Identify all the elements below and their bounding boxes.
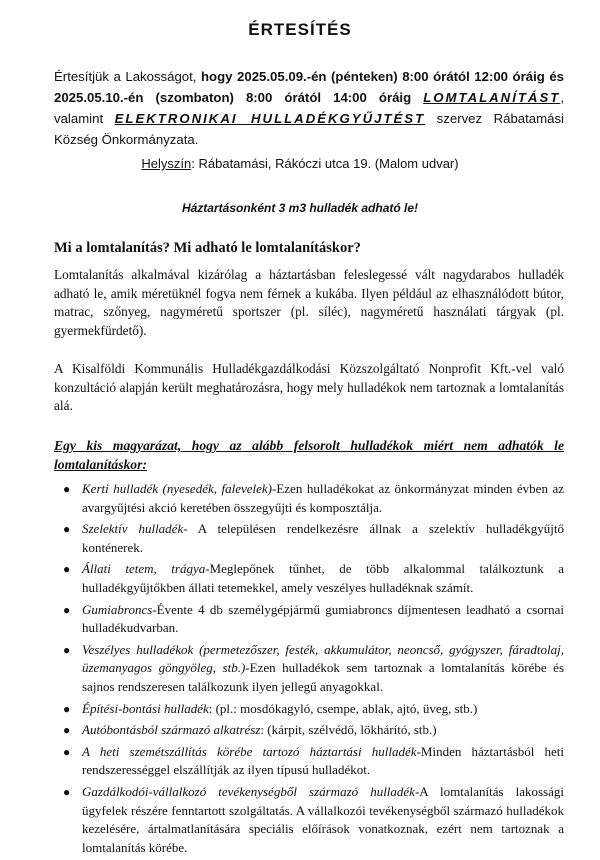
list-item <box>54 721 564 740</box>
bullet-icon: ● <box>63 602 71 617</box>
item-term: Gumiabroncs <box>82 601 153 617</box>
item-term: Autóbontásból származó alkatrész <box>82 722 261 738</box>
list-item <box>54 601 564 638</box>
intro-electronic-waste: ELEKTRONIKAI HULLADÉKGYŰJTÉST <box>114 111 426 126</box>
item-text: -Ezen hulladékokat az önkormányzat minden évben az avargyűjtési akció keretében összegyűjti és komposztálja. <box>82 481 564 515</box>
intro-space <box>411 90 423 105</box>
item-term: Szelektív hulladék <box>82 521 184 537</box>
definition-paragraph: Lomtalanítás alkalmával kizárólag a háztartásban feleslegessé vált nagydarabos hulladék adható le, amik méretüknél fogva nem férnek a kukába. Ilyen például az elhasználódott bútor, matrac, szőnyeg, nagyméretű sportszer (pl. síléc), nagyméretű használati tárgyak (pl. gyermekfürdető). <box>54 267 564 338</box>
location-label: Helyszín <box>141 156 192 171</box>
bullet-icon: ● <box>63 482 71 496</box>
item-text: - A településen rendelkezésre állnak a szelektív hulladékgyűjtő konténerek. <box>82 521 564 555</box>
question-heading: Mi a lomtalanítás? Mi adható le lomtalanításkor? <box>54 240 361 256</box>
intro-organizer: szervez Rábatamási Község Önkormányzata. <box>54 111 564 147</box>
bullet-icon: ● <box>63 522 71 537</box>
excluded-waste-list <box>54 480 564 860</box>
item-term: Veszélyes hulladékok (permetezőszer, festék, akkumulátor, neoncső, gyógyszer, fáradtolaj, üzemanyagos göngyöleg, stb.) <box>82 641 564 676</box>
item-text: -Ezen hulladékok sem tartoznak a lomtalanítás körébe és sajnos rendszeresen találkozunk ilyen jellegű anyagokkal. <box>82 660 564 694</box>
list-item <box>54 560 564 597</box>
bullet-icon: ● <box>63 744 71 759</box>
bullet-icon: ● <box>63 723 71 738</box>
list-item <box>54 641 564 697</box>
item-term: Gazdálkodói-vállalkozó tevékenységből származó hulladék <box>82 783 415 799</box>
consultation-paragraph: A Kisalföldi Kommunális Hulladékgazdálkodási Közszolgáltató Nonprofit Kft.-vel való konzultáció alapján került meghatározásra, hogy mely hulladékok nem tartoznak a lomtalanítás alá. <box>54 361 564 414</box>
item-text: : (kárpit, szélvédő, lökhárító, stb.) <box>260 722 437 738</box>
item-text: -Évente 4 db személygépjármű gumiabroncs díjmentesen leadható a csornai hulladékudvarban. <box>82 601 564 636</box>
item-text: -Meglepőnek tűnhet, de több alkalommal találkoztunk a hulladékgyűjtőkben állati tetemekkel, amely veszélyes hulladéknak számít. <box>82 561 564 595</box>
item-text: : (pl.: mosdókagyló, csempe, ablak, ajtó, üveg, stb.) <box>208 700 478 716</box>
notice-title: ÉRTESÍTÉS <box>248 20 352 39</box>
location-text: : Rábatamási, Rákóczi utca 19. (Malom udvar) <box>191 156 459 171</box>
bullet-icon: ● <box>63 701 71 716</box>
intro-dates: hogy 2025.05.09.-én (pénteken) 8:00 órától 12:00 óráig és 2025.05.10.-én (szombaton) 8:00 órától 14:00 óráig <box>54 69 564 105</box>
item-term: Kerti hulladék (nyesedék, falevelek) <box>82 481 273 496</box>
item-term: Állati tetem, trágya <box>82 561 206 577</box>
explanation-heading: Egy kis magyarázat, hogy az alább felsorolt hulladékok miért nem adhatók le lomtalanításkor: <box>54 438 564 472</box>
item-text: -A lomtalanítás lakossági ügyfelek részére fenntartott szolgáltatás. A vállalkozói tevékenységből származó hulladékok kezelésére, ártalmatlanítására speciális előírások vonatkoznak, ezért nem tartoznak a lomtalanítás körébe. <box>82 783 564 855</box>
intro-paragraph <box>54 66 564 150</box>
item-term: A heti szemétszállítás körébe tartozó háztartási hulladék <box>82 743 417 759</box>
item-term: Építési-bontási hulladék <box>82 700 209 716</box>
list-item <box>54 743 564 780</box>
list-item <box>54 700 564 719</box>
household-limit-note: Háztartásonként 3 m3 hulladék adható le! <box>181 201 419 215</box>
intro-lead: Értesítjük a Lakosságot, <box>54 69 201 84</box>
bullet-icon: ● <box>63 562 71 577</box>
bullet-icon: ● <box>63 784 71 799</box>
intro-and: , valamint <box>54 90 564 126</box>
list-item <box>54 783 564 857</box>
item-text: -Minden háztartásból heti rendszerességgel elszállítják az ilyen típusú hulladékot. <box>82 743 564 778</box>
list-item <box>54 480 564 517</box>
list-item <box>54 520 564 557</box>
intro-bulky-waste: LOMTALANÍTÁST <box>423 90 561 105</box>
location-line <box>0 156 600 171</box>
bullet-icon: ● <box>63 642 71 657</box>
